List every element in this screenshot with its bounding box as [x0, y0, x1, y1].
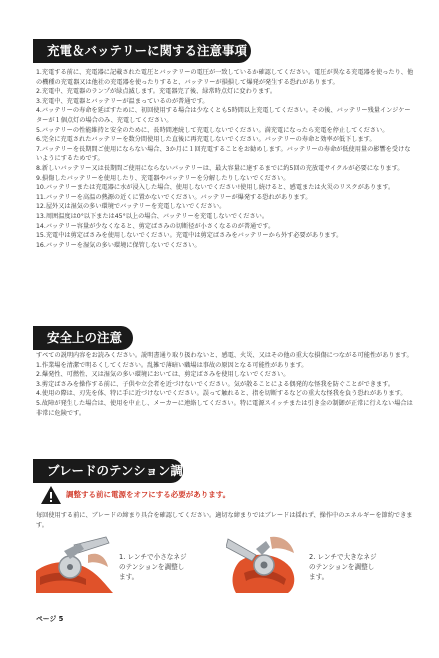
- safety-item: すべての説明内容をお読みください。説明書通り取り扱わないと、感電、火災、又はその他の重大な損傷につながる可能性があります。: [36, 352, 413, 359]
- blade-instructions: 毎回使用する前に、ブレードの締まり具合を確認してください。適切な締まりではブレードは揺れず、操作中のエネルギーを節約できます。: [36, 512, 413, 529]
- battery-instructions: [36, 68, 414, 250]
- safety-item: 3.剪定ばさみを操作する前に、子供や立会者を近づけないでください。気が散ることによる偶発的な怪我を防ぐことができます。: [36, 380, 395, 388]
- safety-instructions: [36, 351, 414, 418]
- section-title-safety: 安全上の注意: [33, 326, 133, 350]
- battery-item: 14.バッテリー容量が少なくなると、剪定ばさみの切断径が小さくなるのが普通です。: [36, 222, 275, 230]
- battery-item: 9.損傷したバッテリーを使用したり、充電器やバッテリーを分解したりしないでください。: [36, 174, 290, 182]
- battery-item: 5.バッテリーの性能維持と安全のために、長時間連続して充電しないでください。満充電になったら充電を停止してください。: [36, 126, 389, 134]
- battery-item: 13.周囲温度は0°以下または45°以上の場合、バッテリーを充電しないでください。: [36, 212, 269, 220]
- large-screw-adjustment-photo: [226, 533, 303, 593]
- safety-item: 1.作業場を清潔で明るくしてください。乱雑で薄暗い職場は事故の原因となる可能性があります。: [36, 361, 308, 369]
- battery-item: 2.充電中、充電器のランプが緑点滅します。充電器完了後、緑常時点灯に変わります。: [36, 88, 277, 96]
- battery-item: 12.屋外又は湿気の多い環境でバッテリーを充電しないでください。: [36, 203, 226, 211]
- safety-item: 4.使用の際は、刃先を体、特に手に近づけないでください。誤って触れると、指を切断するなどの重大な怪我を負う恐れがあります。: [36, 390, 407, 398]
- battery-item: 10.バッテリーまたは充電器に水が浸入した場合、使用しないでください!使用し続けると、感電または火災のリスクがあります。: [36, 184, 395, 192]
- power-off-warning: 調整する前に電源をオフにする必要があります。: [66, 490, 231, 499]
- section-title-blade: ブレードのテンション調整: [33, 459, 183, 483]
- small-screw-adjustment-photo: [36, 533, 113, 593]
- battery-item: 4.バッテリーの寿命を延ばすために、初回使用する場合は少なくとも5時間以上充電してください。その後、バッテリー残量インジケーターが１個点灯の場合のみ、充電してください。: [36, 107, 411, 124]
- warning-icon: [40, 485, 62, 505]
- safety-item: 5.故障が発生した場合は、使用を中止し、メーカーに連絡してください。特に電源スイッチまたは引き金の制御が正常に行えない場合は非常に危険です。: [36, 399, 413, 417]
- page-number: ページ 5: [36, 615, 64, 623]
- safety-item: 2.爆発性、可燃性、又は湿気の多い環境においては、剪定ばさみを使用しないでください。: [36, 371, 290, 379]
- battery-item: 3.充電中、充電器とバッテリーが温まっているのが普通です。: [36, 97, 209, 105]
- battery-item: 1.充電する前に、充電器に記載された電圧とバッテリーの電圧が一致しているか確認してください。電圧が異なる充電器を使ったり、他の機種の充電器又は他社の充電器を使ったりすると、バッテリーが損損して爆発が発生する恐れがあります。: [36, 69, 414, 86]
- battery-item: 15.充電中は剪定ばさみを使用しないでください。充電中は剪定ばさみをバッテリーから外す必要があります。: [36, 232, 343, 240]
- caption-large-screw: 2. レンチで大きなネジのテンションを調整します。: [309, 553, 377, 581]
- battery-item: 7.バッテリーを長期間ご使用にならない場合、3か月に１回充電することをお勧めします。バッテリーの寿命が低使用量の影響を受けないようにするためです。: [36, 145, 411, 163]
- battery-item: 8.新しいバッテリー又は長期間ご使用にならないバッテリーは、最大容量に達するまでに約5回の充放電サイクルが必要になります。: [36, 164, 404, 172]
- battery-item: 11.バッテリーを高温の熱源の近くに置かないでください。バッテリーが爆発する恐れがあります。: [36, 193, 312, 201]
- section-title-battery: 充電＆バッテリーに関する注意事項: [33, 39, 251, 63]
- battery-item: 16.バッテリーを湿気の多い環境に保管しないでください。: [36, 241, 201, 249]
- caption-small-screw: 1. レンチで小さなネジのテンションを調整します。: [119, 553, 187, 581]
- battery-item: 6.完全に充電されたバッテリーを数分間使用した直後に再充電しないでください。バッテリーの寿命と効率が低下します。: [36, 136, 376, 144]
